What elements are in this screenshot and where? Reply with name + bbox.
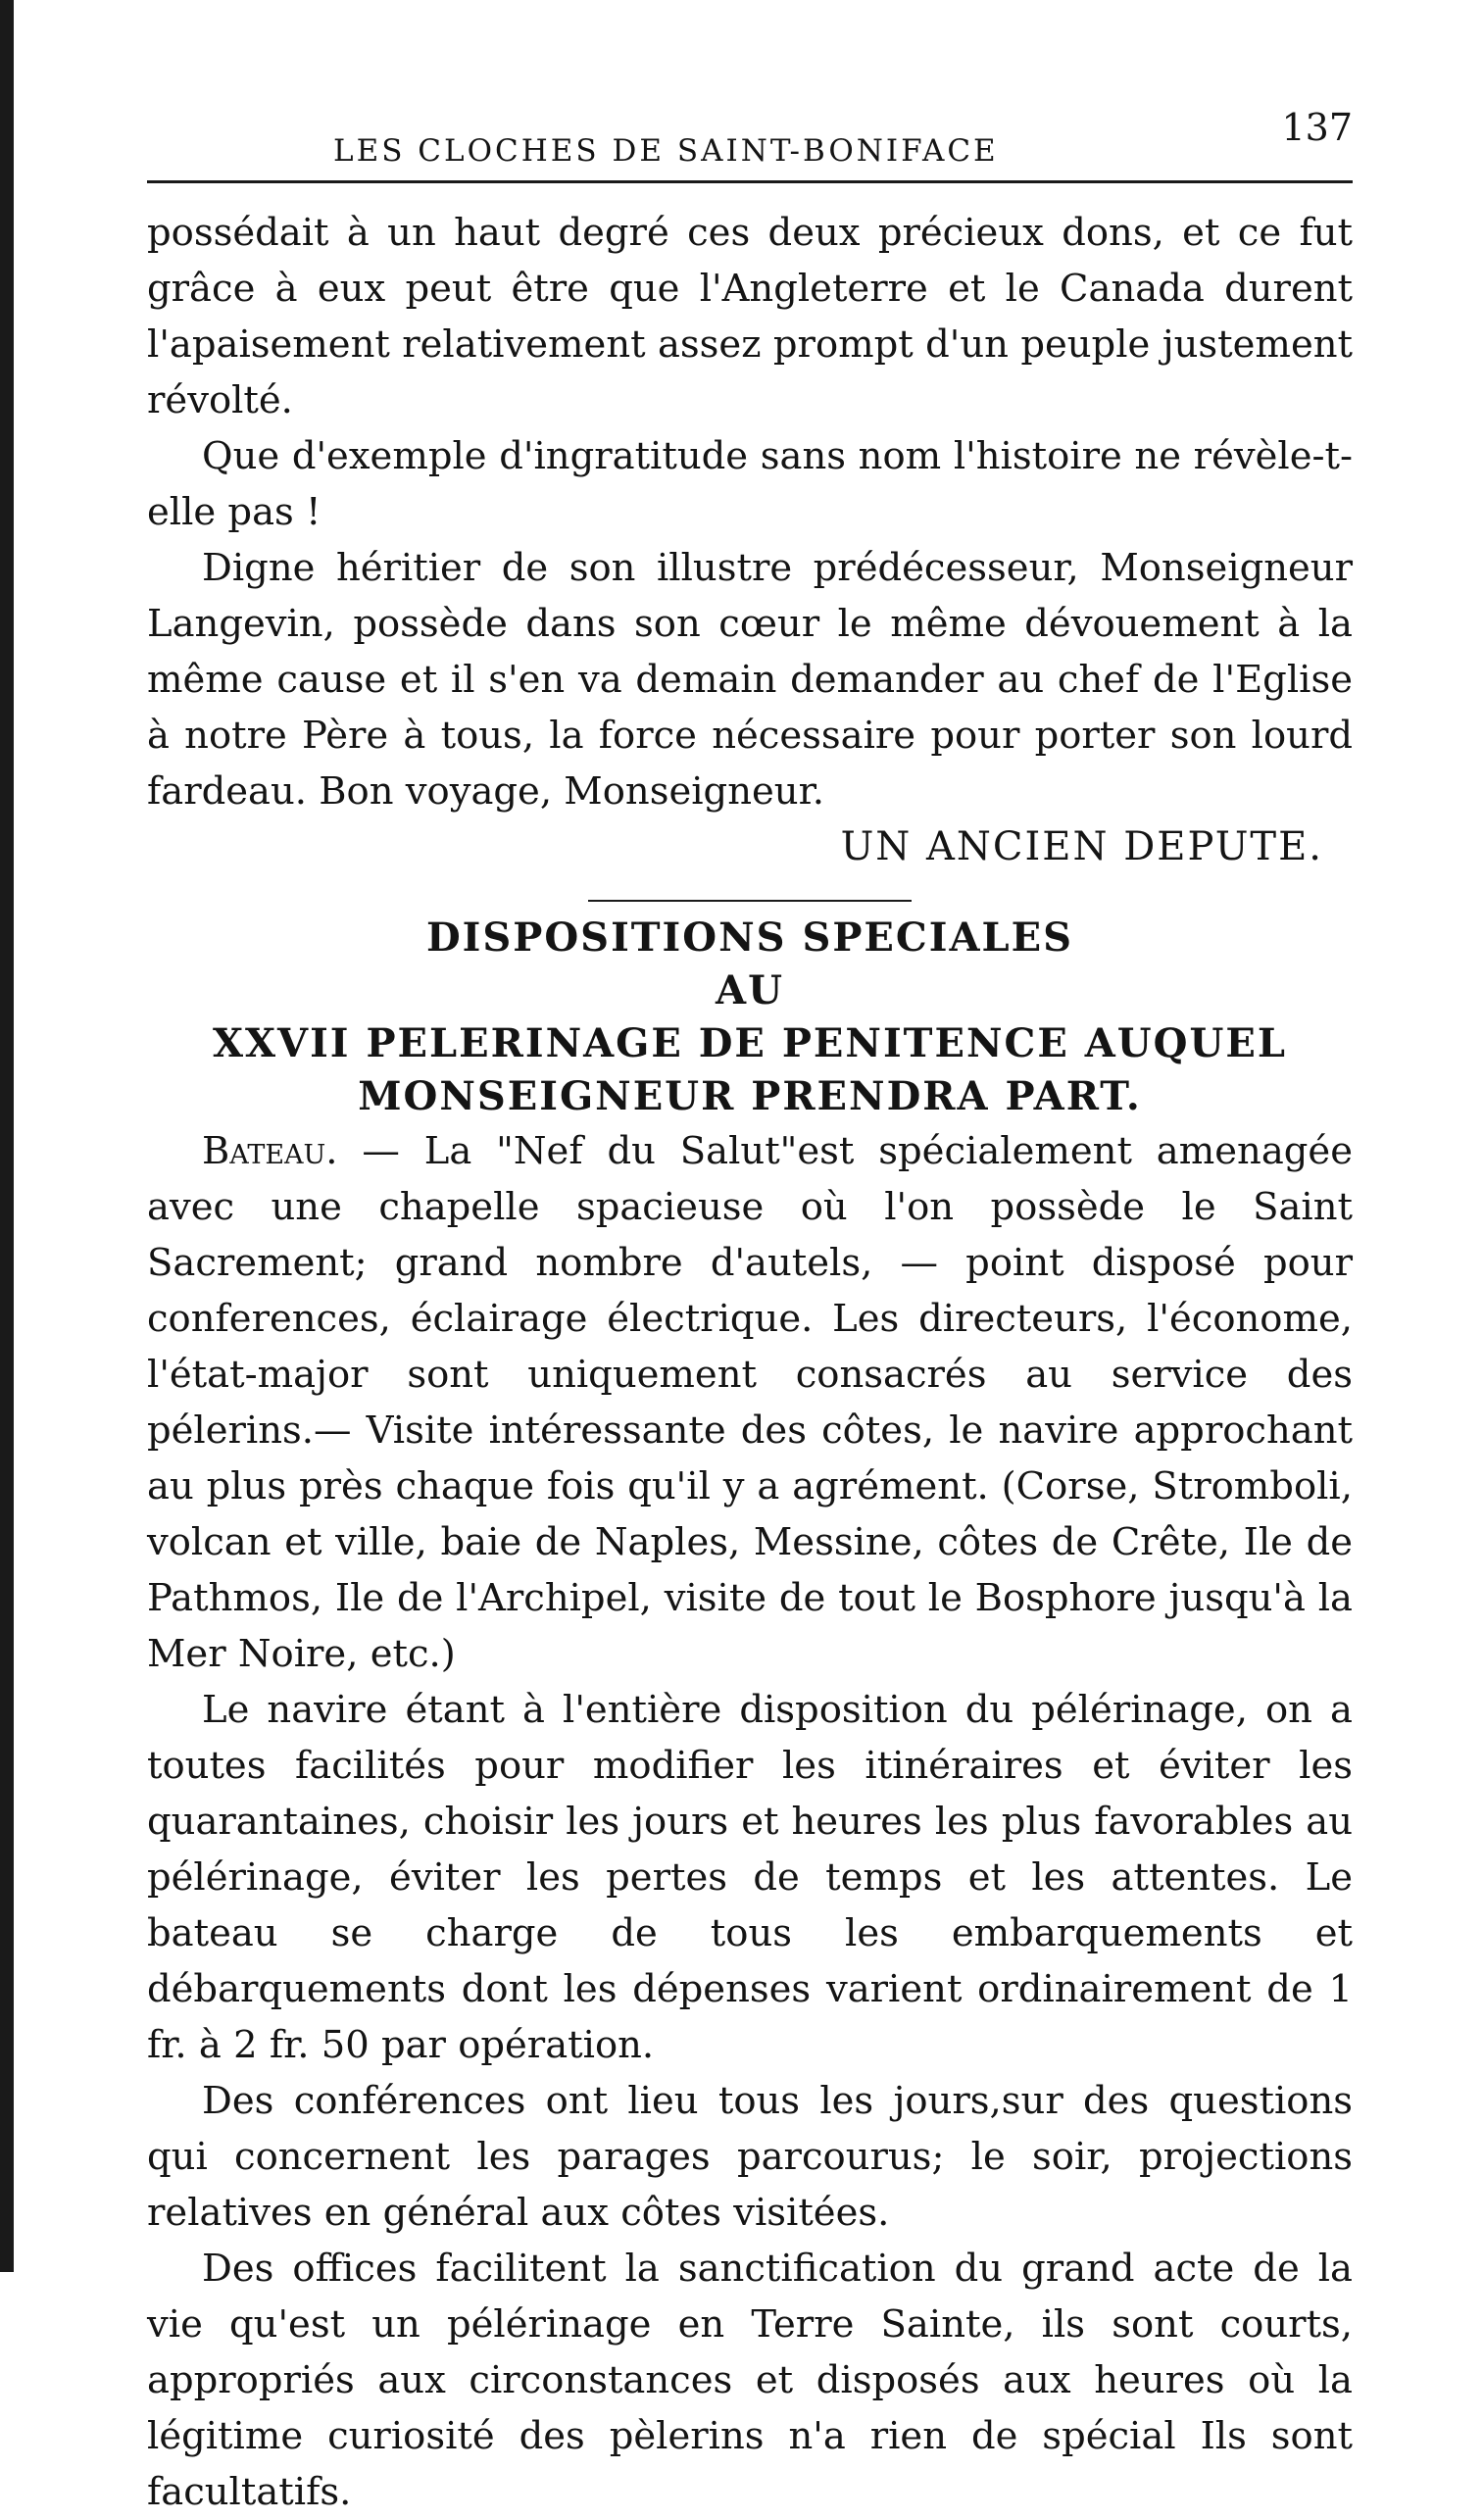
paragraph-2: Que d'exemple d'ingratitude sans nom l'histoire ne révèle-t-elle pas ! [147,434,1353,534]
paragraph-6: Des conférences ont lieu tous les jours,sur des questions qui concernent les parages parcourus; le soir, projections relatives en général aux côtes visitées. [147,2079,1353,2235]
paragraph-3: Digne héritier de son illustre prédécesseur, Monseigneur Langevin, possède dans son cœur le même dévouement à la même cause et il s'en va demain demander au chef de l'Eglise à notre Père à tous, la force nécessaire pour porter son lourd fardeau. Bon voyage, Monseigneur. [147,546,1353,814]
paragraph-4-text: — La "Nef du Salut"est spécialement amenagée avec une chapelle spacieuse où l'on possède le Saint Sacrement; grand nombre d'autels, — point disposé pour conferences, éclairage électrique. Les directeurs, l'économe, l'état-major sont uniquement consacrés au service des pélerins.— Visite intéressante des côtes, le navire approchant au plus près chaque fois qu'il y a agrément. (Corse, Stromboli, volcan et ville, baie de Naples, Messine, côtes de Crête, Ile de Pathmos, Ile de l'Archipel, visite de tout le Bosphore jusqu'à la Mer Noire, etc.) [147,1129,1353,1676]
page-edge-rule [0,0,14,2272]
paragraph-7: Des offices facilitent la sanctification du grand acte de la vie qu'est un pélérinage en Terre Sainte, ils sont courts, appropriés aux circonstances et disposés aux heures où la légitime curiosité des pèlerins n'a rien de spécial Ils sont facultatifs. [147,2247,1353,2514]
book-page [147,98,1353,2520]
paragraph-4-label: Bateau. [202,1129,338,1173]
page-number: 137 [1281,106,1353,149]
header-rule [147,180,1353,183]
paragraph-4 [147,1123,1353,1682]
paragraph-1: possédait à un haut degré ces deux précieux dons, et ce fut grâce à eux peut être que l'Angleterre et le Canada durent l'apaisement relativement assez prompt d'un peuple justement révolté. [147,211,1353,422]
running-head [147,98,1353,176]
running-title: LES CLOCHES DE SAINT-BONIFACE [333,133,999,169]
section-title-line-2: AU [716,967,784,1013]
section-divider [588,900,912,902]
section-title-line-3: XXVII PELERINAGE DE PENITENCE AUQUEL MONSEIGNEUR PRENDRA PART. [212,1020,1288,1119]
section-title-line-1: DISPOSITIONS SPECIALES [425,914,1074,961]
section-title [147,912,1353,1123]
paragraph-5: Le navire étant à l'entière disposition du pélérinage, on a toutes facilités pour modifier les itinéraires et éviter les quarantaines, choisir les jours et heures les plus favorables au pélérinage, éviter les pertes de temps et les attentes. Le bateau se charge de tous les embarquements et débarquements dont les dépenses varient ordinairement de 1 fr. à 2 fr. 50 par opération. [147,1688,1353,2067]
signature: UN ANCIEN DEPUTE. [840,824,1323,869]
